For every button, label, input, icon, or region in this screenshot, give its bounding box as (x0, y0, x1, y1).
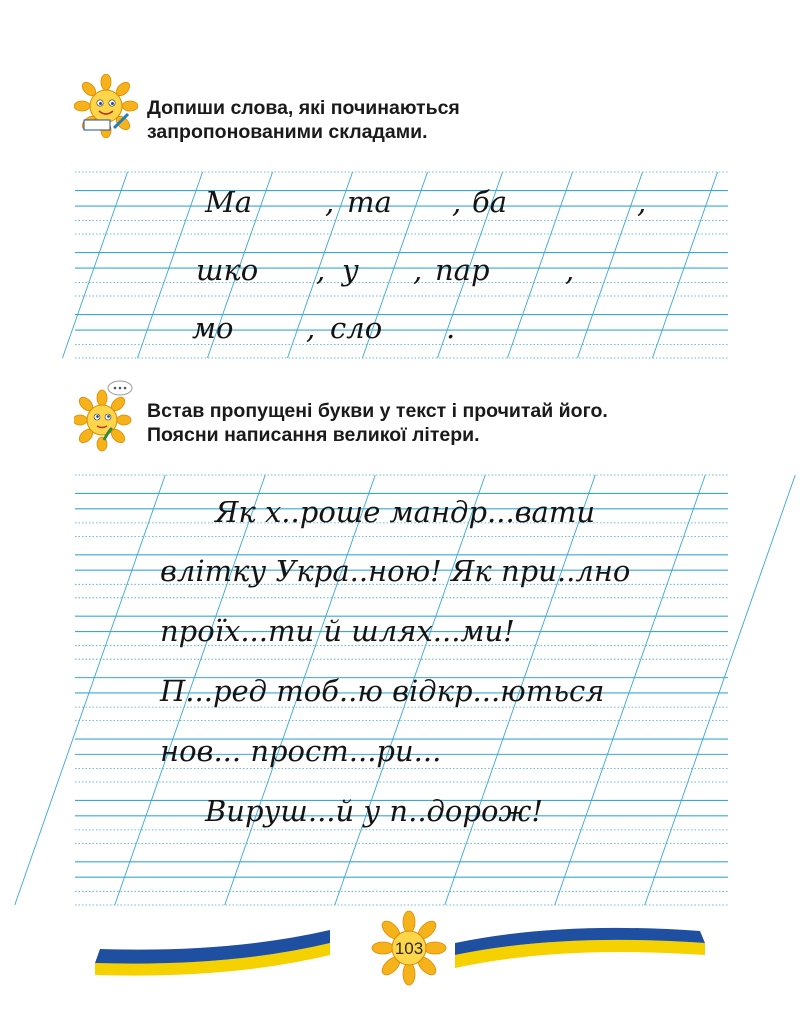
page-number: 103 (394, 939, 424, 958)
task1-comma: , (637, 185, 647, 219)
task2-instruction-line2: Поясни написання великої літери. (147, 424, 480, 446)
task1-syllable: у (342, 253, 359, 287)
ruling-slant-line (645, 475, 796, 905)
task2-instruction-line1: Встав пропущені букви у текст і прочитай його. (147, 400, 608, 422)
task1-comma: , (316, 253, 326, 287)
task1-syllable: сло (330, 311, 383, 345)
footer-ribbon (0, 905, 800, 1029)
task1-comma: , (306, 311, 316, 345)
task1-comma: , (452, 185, 462, 219)
task1-syllable: пар (435, 253, 490, 287)
task2-line: влітку Укра..ною! Як при..лно (160, 554, 631, 588)
task1-instruction-line2: запропонованими складами. (147, 121, 428, 143)
task2-line: П...ред тоб..ю відкр...ються (160, 674, 605, 708)
task2-line: нов... прост...ри... (160, 734, 442, 768)
ruling-slant-line (15, 475, 166, 905)
task2-line: Вируш...й у п..дорож! (205, 794, 544, 828)
task1-comma: , (325, 185, 335, 219)
task1-syllable: та (347, 185, 392, 219)
task1-comma: , (413, 253, 423, 287)
task1-comma: , (565, 253, 575, 287)
task2-line: Як х..роше мандр...вати (215, 495, 596, 529)
task1-period: . (446, 311, 456, 345)
task2-line: проїх...ти й шлях...ми! (160, 614, 515, 648)
task1-instruction-line1: Допиши слова, які починаються (147, 97, 460, 119)
task1-syllable: шко (196, 253, 259, 287)
task1-syllable: ба (472, 185, 507, 219)
task1-syllable: Ма (205, 185, 252, 219)
task1-syllable: мо (192, 311, 234, 345)
